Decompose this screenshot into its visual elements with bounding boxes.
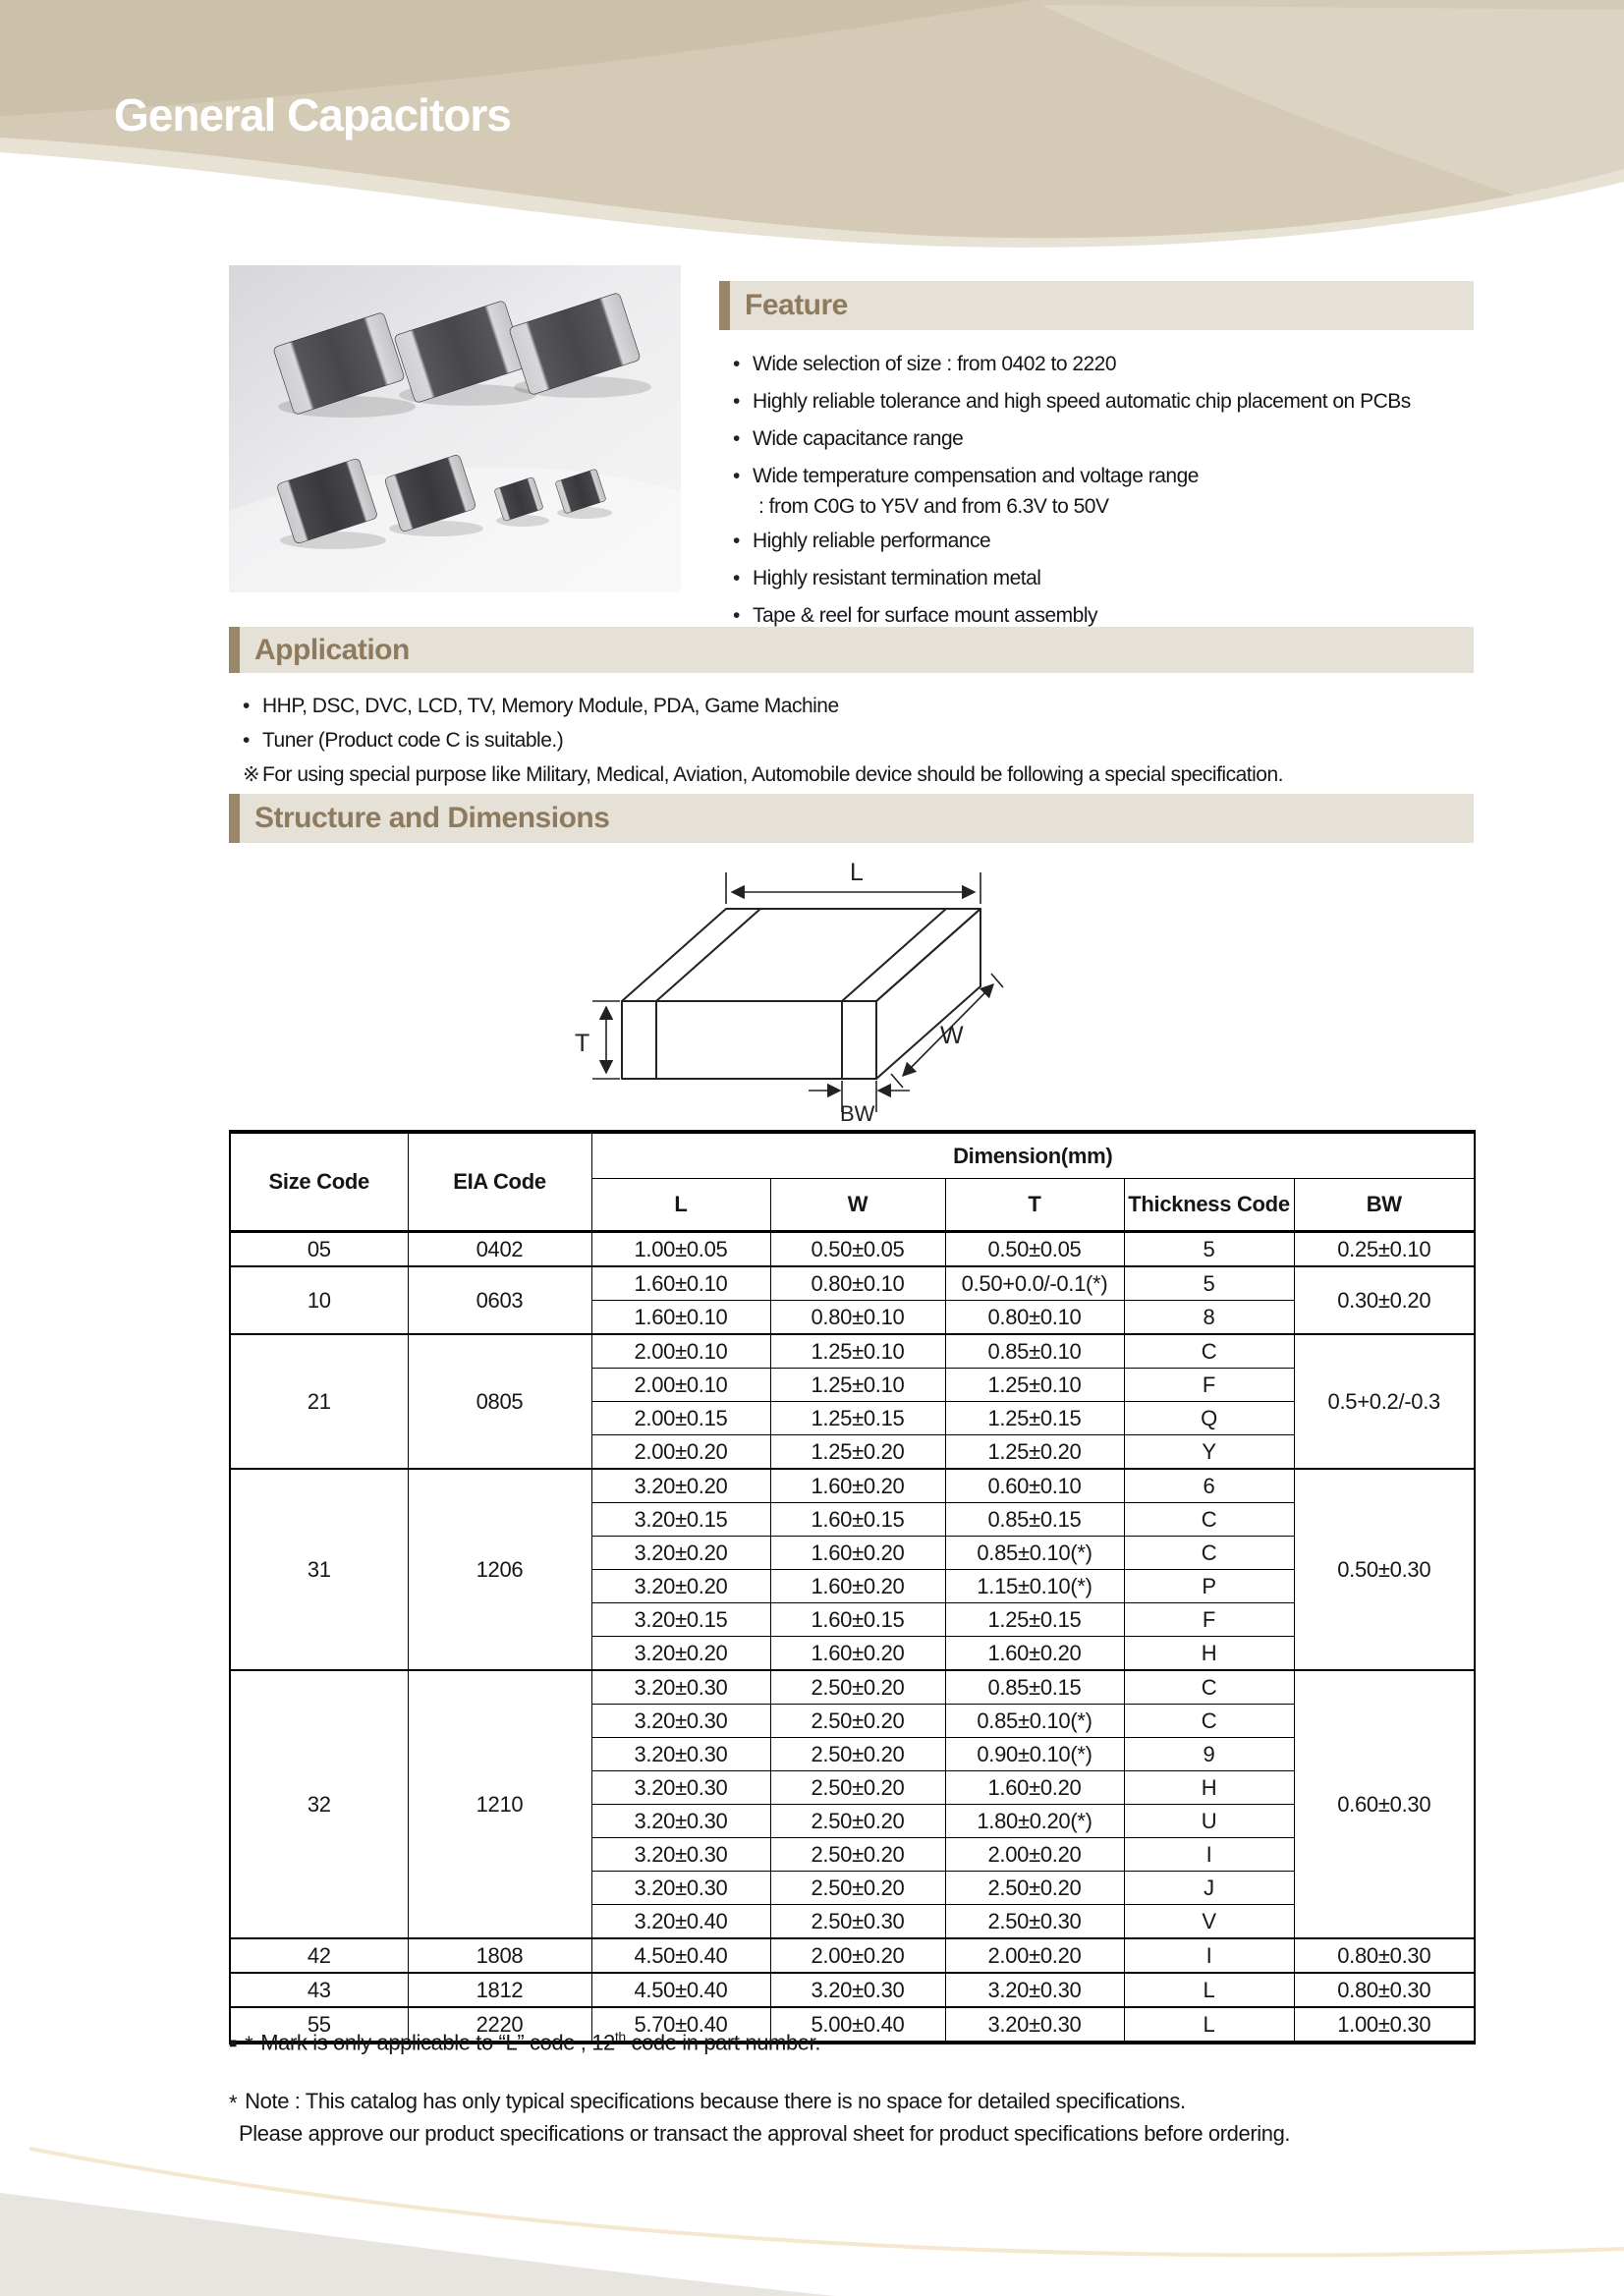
w-value-cell: 2.50±0.20 <box>770 1872 945 1905</box>
l-value-cell: 3.20±0.30 <box>591 1838 770 1872</box>
eia-code-cell: 0402 <box>408 1232 591 1267</box>
l-value-cell: 3.20±0.15 <box>591 1603 770 1637</box>
table-row <box>230 1469 1475 1503</box>
t-value-cell: 0.60±0.10 <box>945 1469 1124 1503</box>
l-value-cell: 1.00±0.05 <box>591 1232 770 1267</box>
feature-item <box>733 420 1474 458</box>
thickness-code-cell: C <box>1124 1705 1294 1738</box>
bullet-icon: • <box>733 427 740 450</box>
l-value-cell: 3.20±0.30 <box>591 1872 770 1905</box>
eia-code-cell: 1808 <box>408 1938 591 1973</box>
feature-item <box>733 458 1474 523</box>
application-item-text: HHP, DSC, DVC, LCD, TV, Memory Module, PDA, Game Machine <box>262 695 839 717</box>
w-value-cell: 1.25±0.10 <box>770 1369 945 1402</box>
l-value-cell: 3.20±0.40 <box>591 1905 770 1939</box>
w-value-cell: 1.60±0.15 <box>770 1603 945 1637</box>
w-value-cell: 3.20±0.30 <box>770 1973 945 2007</box>
thickness-code-cell: 5 <box>1124 1266 1294 1301</box>
t-value-cell: 1.80±0.20(*) <box>945 1805 1124 1838</box>
size-code-cell: 05 <box>230 1232 408 1267</box>
section-accent-bar <box>229 794 240 843</box>
t-value-cell: 1.25±0.20 <box>945 1435 1124 1470</box>
col-header-dimension: Dimension(mm) <box>591 1132 1475 1179</box>
table-row <box>230 1670 1475 1705</box>
w-value-cell: 2.50±0.20 <box>770 1771 945 1805</box>
thickness-code-cell: V <box>1124 1905 1294 1939</box>
application-item <box>243 689 1474 723</box>
reference-mark-icon: ※ <box>243 763 260 786</box>
application-item <box>243 723 1474 757</box>
table-row <box>230 1232 1475 1267</box>
l-value-cell: 2.00±0.10 <box>591 1334 770 1369</box>
eia-code-cell: 1206 <box>408 1469 591 1670</box>
t-value-cell: 1.25±0.15 <box>945 1402 1124 1435</box>
col-header-l: L <box>591 1179 770 1232</box>
size-code-cell: 10 <box>230 1266 408 1334</box>
feature-item-text: Highly resistant termination metal <box>753 567 1041 589</box>
mark-footnote-text-end: code in part number. <box>625 2030 821 2055</box>
l-value-cell: 3.20±0.30 <box>591 1771 770 1805</box>
w-value-cell: 2.50±0.20 <box>770 1805 945 1838</box>
thickness-code-cell: Q <box>1124 1402 1294 1435</box>
mark-footnote-sup: th <box>614 2029 626 2044</box>
feature-section <box>719 281 1474 635</box>
t-value-cell: 2.00±0.20 <box>945 1938 1124 1973</box>
feature-item-text: Wide selection of size : from 0402 to 2220 <box>753 353 1117 375</box>
w-value-cell: 1.60±0.20 <box>770 1469 945 1503</box>
structure-section-header <box>229 794 1474 843</box>
w-value-cell: 0.50±0.05 <box>770 1232 945 1267</box>
header-wave-graphic <box>0 0 1624 305</box>
w-value-cell: 2.50±0.20 <box>770 1705 945 1738</box>
bw-value-cell: 0.60±0.30 <box>1294 1670 1475 1938</box>
table-row <box>230 1334 1475 1369</box>
bullet-icon: • <box>733 567 740 589</box>
col-header-bw: BW <box>1294 1179 1475 1232</box>
t-value-cell: 2.50±0.30 <box>945 1905 1124 1939</box>
eia-code-cell: 0805 <box>408 1334 591 1469</box>
eia-code-cell: 1210 <box>408 1670 591 1938</box>
w-value-cell: 1.60±0.20 <box>770 1570 945 1603</box>
thickness-code-cell: C <box>1124 1670 1294 1705</box>
thickness-code-cell: C <box>1124 1503 1294 1537</box>
thickness-code-cell: 9 <box>1124 1738 1294 1771</box>
feature-item-text: Highly reliable tolerance and high speed automatic chip placement on PCBs <box>753 390 1411 413</box>
feature-item-continuation: : from C0G to Y5V and from 6.3V to 50V <box>758 495 1109 518</box>
section-accent-bar <box>719 281 730 330</box>
t-value-cell: 1.60±0.20 <box>945 1637 1124 1671</box>
feature-item-text: Wide temperature compensation and voltage range <box>753 465 1199 487</box>
application-section-header <box>229 627 1474 673</box>
w-value-cell: 1.60±0.20 <box>770 1537 945 1570</box>
w-value-cell: 2.50±0.20 <box>770 1838 945 1872</box>
thickness-code-cell: F <box>1124 1369 1294 1402</box>
col-header-w: W <box>770 1179 945 1232</box>
application-section <box>229 627 1474 792</box>
l-value-cell: 3.20±0.20 <box>591 1570 770 1603</box>
table-row <box>230 1938 1475 1973</box>
bullet-icon: • <box>733 353 740 375</box>
w-value-cell: 5.00±0.40 <box>770 2007 945 2043</box>
feature-list <box>719 346 1474 635</box>
size-code-cell: 21 <box>230 1334 408 1469</box>
w-value-cell: 1.25±0.10 <box>770 1334 945 1369</box>
asterisk-mark: * <box>229 2091 238 2115</box>
l-value-cell: 3.20±0.30 <box>591 1670 770 1705</box>
t-value-cell: 0.85±0.15 <box>945 1503 1124 1537</box>
t-value-cell: 0.85±0.15 <box>945 1670 1124 1705</box>
t-value-cell: 0.90±0.10(*) <box>945 1738 1124 1771</box>
section-accent-bar <box>229 627 240 673</box>
feature-item-text: Highly reliable performance <box>753 530 991 552</box>
t-value-cell: 1.60±0.20 <box>945 1771 1124 1805</box>
l-value-cell: 3.20±0.20 <box>591 1469 770 1503</box>
t-value-cell: 1.25±0.10 <box>945 1369 1124 1402</box>
dim-label-thickness: T <box>575 1030 590 1057</box>
bw-value-cell: 0.80±0.30 <box>1294 1938 1475 1973</box>
l-value-cell: 2.00±0.15 <box>591 1402 770 1435</box>
footer-wave-graphic <box>0 2139 1624 2296</box>
w-value-cell: 1.25±0.20 <box>770 1435 945 1470</box>
w-value-cell: 2.00±0.20 <box>770 1938 945 1973</box>
bullet-icon: • <box>243 695 250 717</box>
w-value-cell: 0.80±0.10 <box>770 1301 945 1335</box>
bw-value-cell: 0.25±0.10 <box>1294 1232 1475 1267</box>
w-value-cell: 1.60±0.20 <box>770 1637 945 1671</box>
col-header-thickness-code: Thickness Code <box>1124 1179 1294 1232</box>
t-value-cell: 0.50+0.0/-0.1(*) <box>945 1266 1124 1301</box>
l-value-cell: 3.20±0.30 <box>591 1805 770 1838</box>
application-item-text: Tuner (Product code C is suitable.) <box>262 729 564 752</box>
l-value-cell: 3.20±0.20 <box>591 1537 770 1570</box>
l-value-cell: 4.50±0.40 <box>591 1973 770 2007</box>
application-item <box>243 757 1474 792</box>
w-value-cell: 0.80±0.10 <box>770 1266 945 1301</box>
w-value-cell: 2.50±0.20 <box>770 1738 945 1771</box>
note-line1: Note : This catalog has only typical specifications because there is no space for detailed specifications. <box>245 2089 1186 2113</box>
feature-item-text: Tape & reel for surface mount assembly <box>753 604 1098 627</box>
product-photo <box>229 265 681 592</box>
thickness-code-cell: L <box>1124 1973 1294 2007</box>
bw-value-cell: 1.00±0.30 <box>1294 2007 1475 2043</box>
thickness-code-cell: I <box>1124 1938 1294 1973</box>
feature-title: Feature <box>745 289 848 321</box>
table-row <box>230 1973 1475 2007</box>
t-value-cell: 0.80±0.10 <box>945 1301 1124 1335</box>
l-value-cell: 3.20±0.30 <box>591 1705 770 1738</box>
feature-item <box>733 383 1474 420</box>
mark-footnote <box>229 2029 820 2055</box>
w-value-cell: 1.25±0.15 <box>770 1402 945 1435</box>
feature-item <box>733 346 1474 383</box>
size-code-cell: 32 <box>230 1670 408 1938</box>
bullet-icon: • <box>733 530 740 552</box>
t-value-cell: 2.00±0.20 <box>945 1838 1124 1872</box>
page-header <box>0 0 1624 305</box>
note-line2: Please approve our product specifications or transact the approval sheet for product specifications before ordering. <box>239 2121 1291 2146</box>
dimension-diagram-svg <box>535 855 1184 1125</box>
l-value-cell: 3.20±0.30 <box>591 1738 770 1771</box>
thickness-code-cell: 5 <box>1124 1232 1294 1267</box>
l-value-cell: 2.00±0.20 <box>591 1435 770 1470</box>
col-header-eia-code: EIA Code <box>408 1132 591 1232</box>
eia-code-cell: 2220 <box>408 2007 591 2043</box>
thickness-code-cell: F <box>1124 1603 1294 1637</box>
table-row <box>230 1266 1475 1301</box>
dimension-table <box>229 1130 1476 2044</box>
eia-code-cell: 1812 <box>408 1973 591 2007</box>
dim-label-length: L <box>850 859 864 886</box>
w-value-cell: 2.50±0.30 <box>770 1905 945 1939</box>
feature-item-text: Wide capacitance range <box>753 427 964 450</box>
bullet-icon: • <box>243 729 250 752</box>
bullet-icon: • <box>733 390 740 413</box>
thickness-code-cell: Y <box>1124 1435 1294 1470</box>
thickness-code-cell: C <box>1124 1334 1294 1369</box>
l-value-cell: 3.20±0.15 <box>591 1503 770 1537</box>
thickness-code-cell: U <box>1124 1805 1294 1838</box>
t-value-cell: 0.85±0.10(*) <box>945 1705 1124 1738</box>
application-item-text: For using special purpose like Military, Medical, Aviation, Automobile device should be following a special specification. <box>262 763 1283 786</box>
l-value-cell: 2.00±0.10 <box>591 1369 770 1402</box>
l-value-cell: 1.60±0.10 <box>591 1301 770 1335</box>
t-value-cell: 0.50±0.05 <box>945 1232 1124 1267</box>
l-value-cell: 5.70±0.40 <box>591 2007 770 2043</box>
application-title: Application <box>254 634 410 666</box>
w-value-cell: 2.50±0.20 <box>770 1670 945 1705</box>
size-code-cell: 31 <box>230 1469 408 1670</box>
thickness-code-cell: I <box>1124 1838 1294 1872</box>
bullet-icon: • <box>733 465 740 487</box>
thickness-code-cell: H <box>1124 1637 1294 1671</box>
l-value-cell: 4.50±0.40 <box>591 1938 770 1973</box>
mark-footnote-text: Mark is only applicable to “L” code , 12 <box>260 2030 615 2055</box>
square-bullet-icon: ■ <box>229 2035 238 2051</box>
asterisk-mark: * <box>245 2032 253 2057</box>
page-title: General Capacitors <box>114 89 511 140</box>
feature-section-header <box>719 281 1474 330</box>
t-value-cell: 3.20±0.30 <box>945 2007 1124 2043</box>
l-value-cell: 1.60±0.10 <box>591 1266 770 1301</box>
bw-value-cell: 0.80±0.30 <box>1294 1973 1475 2007</box>
feature-item <box>733 560 1474 597</box>
t-value-cell: 3.20±0.30 <box>945 1973 1124 2007</box>
thickness-code-cell: 6 <box>1124 1469 1294 1503</box>
thickness-code-cell: J <box>1124 1872 1294 1905</box>
structure-title: Structure and Dimensions <box>254 802 610 834</box>
t-value-cell: 0.85±0.10 <box>945 1334 1124 1369</box>
thickness-code-cell: P <box>1124 1570 1294 1603</box>
chip-capacitors-illustration <box>229 265 681 592</box>
feature-item <box>733 523 1474 560</box>
size-code-cell: 42 <box>230 1938 408 1973</box>
dim-label-band-width: BW <box>840 1101 875 1125</box>
bw-value-cell: 0.50±0.30 <box>1294 1469 1475 1670</box>
t-value-cell: 1.25±0.15 <box>945 1603 1124 1637</box>
bw-value-cell: 0.30±0.20 <box>1294 1266 1475 1334</box>
size-code-cell: 55 <box>230 2007 408 2043</box>
l-value-cell: 3.20±0.20 <box>591 1637 770 1671</box>
dimension-table-wrap <box>229 1130 1474 2044</box>
t-value-cell: 0.85±0.10(*) <box>945 1537 1124 1570</box>
thickness-code-cell: H <box>1124 1771 1294 1805</box>
application-list <box>229 689 1474 792</box>
eia-code-cell: 0603 <box>408 1266 591 1334</box>
col-header-t: T <box>945 1179 1124 1232</box>
thickness-code-cell: 8 <box>1124 1301 1294 1335</box>
bullet-icon: • <box>733 604 740 627</box>
dim-label-width: W <box>940 1022 964 1049</box>
structure-section <box>229 794 1474 843</box>
size-code-cell: 43 <box>230 1973 408 2007</box>
t-value-cell: 1.15±0.10(*) <box>945 1570 1124 1603</box>
t-value-cell: 2.50±0.20 <box>945 1872 1124 1905</box>
w-value-cell: 1.60±0.15 <box>770 1503 945 1537</box>
dimension-diagram <box>535 855 1184 1125</box>
thickness-code-cell: C <box>1124 1537 1294 1570</box>
thickness-code-cell: L <box>1124 2007 1294 2043</box>
page-footer-decor <box>0 2139 1624 2296</box>
bw-value-cell: 0.5+0.2/-0.3 <box>1294 1334 1475 1469</box>
col-header-size-code: Size Code <box>230 1132 408 1232</box>
